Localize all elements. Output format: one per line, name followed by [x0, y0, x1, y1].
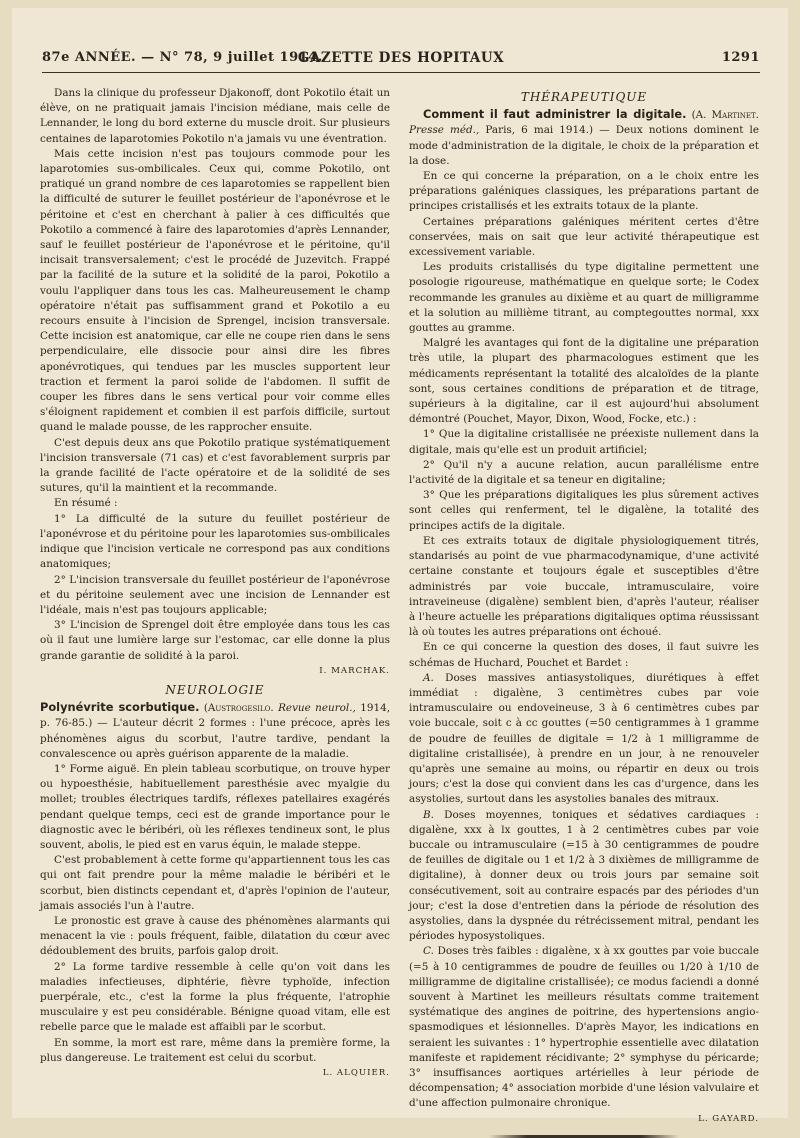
article-intro-text: Paris, 6 mai 1914.) — Deux notions dominent le mode d'administration de la digitale, le choix de la préparation et la dose.	[409, 124, 760, 167]
paragraph: En résumé :	[54, 497, 118, 510]
list-marker: B.	[423, 808, 434, 821]
paragraph: 2° L'incision transversale du feuillet postérieur de l'aponévrose et du péritoine seulement avec une incision de Lennander est l'idéale, mais n'est pas toujours applicable;	[40, 573, 390, 616]
paragraph: Dans la clinique du professeur Djakonoff, dont Pokotilo était un élève, on ne pratiquait jamais l'incision médiane, mais celle de Lennander, le long du bord externe du muscle droit. Sur plusieurs centaines de laparotomies Pokotilo n'a jamais vu une éventration.	[40, 87, 390, 145]
paragraph: En ce qui concerne la préparation, on a le choix entre les préparations galéniques classiques, les préparations partant de principes cristallisés et les extraits totaux de la plante.	[409, 170, 759, 213]
list-marker: C.	[423, 945, 434, 958]
paragraph-text: Doses massives antiasystoliques, diurétiques à effet immédiat : digalène, 3 centimètres cubes par voie intramusculaire ou endoveineuse, 3 à 6 centimètres cubes par voie buccale, soit c à cc gouttes (=50 centigrammes à 1 gramme de poudre de feuilles de digitale = 1/2 à 1 milligramme de digitaline cristallisée), à prendre en un jour, à ne renouveler qu'après une semaine au moins, ou répartir en deux ou trois jours; c'est la dose qui convient dans les cas d'urgence, dans les asystolies, surtout dans les asystolies banales des mitraux.	[409, 671, 759, 806]
paragraph: 1° Forme aiguë. En plein tableau scorbutique, on trouve hyper ou hypoesthésie, habituellement paresthésie avec myalgie du mollet; troubles électriques tardifs, réflexes patellaires exagérés pendant quelque temps, ceci est de grande importance pour le diagnostic avec le béribéri, où les réflexes tendineux sont, le plus souvent, abolis, le pied est en varus équin, le malade steppe.	[40, 762, 390, 851]
issue-info: 87e ANNÉE. — N° 78, 9 juillet 1914.	[42, 50, 323, 65]
paragraph: Les produits cristallisés du type digitaline permettent une posologie rigoureuse, mathématique en quelque sorte; le Codex recommande les granules au dixième et au quart de milligramme et la solution au millième titrant, au comptegouttes normal, xxx gouttes au gramme.	[409, 261, 759, 335]
article-author: (Austrogesilo.	[203, 702, 274, 715]
paragraph: Certaines préparations galéniques méritent certes d'être conservées, mais on sait que leur activité thérapeutique est excessivement variable.	[409, 215, 759, 259]
author-signature: I. MARCHAK.	[319, 665, 390, 676]
paragraph	[409, 671, 759, 808]
paragraph: Mais cette incision n'est pas toujours commode pour les laparotomies sus-ombilicales. Ceux qui, comme Pokotilo, ont pratiqué un grand nombre de ces laparotomies se rappellent bien la difficulté de suturer le feuillet postérieur de l'aponévrose et le péritoine et c'est en cherchant à palier à ces difficultés que Pokotilo a commencé à faire des laparotomies d'après Lennander, sauf le feuillet postérieur de l'aponévrose et le péritoine, qu'il incisait transversalement; c'est le procédé de Juzevitch. Frappé par la facilité de la suture et la solidité de la paroi, Pokotilo a voulu l'appliquer dans tous les cas. Malheureusement le champ opératoire n'était pas suffisamment grand et Pokotilo a eu recours ensuite à l'incision de Sprengel, incision transversale. Cette incision est anatomique, car elle ne coupe rien dans le sens perpendiculaire, elle dissocie pour ainsi dire les fibres aponévrotiques, qui tendues par les muscles supportent leur traction et ferment la paroi solide de l'abdomen. Il suffit de couper les fibres dans le sens vertical pour voir comme elles s'éloignent rapidement et combien il est parfois difficile, surtout quand le malade pousse, de les rapprocher ensuite.	[40, 147, 390, 434]
journal-title: GAZETTE DES HOPITAUX	[297, 50, 505, 66]
list-marker: A.	[423, 671, 434, 684]
newspaper-page	[12, 8, 788, 1124]
paragraph	[409, 808, 759, 945]
paragraph: En somme, la mort est rare, même dans la première forme, la plus dangereuse. Le traitement est celui du scorbut.	[40, 1036, 390, 1064]
paragraph: Le pronostic est grave à cause des phénomènes alarmants qui menacent la vie : pouls fréquent, faible, dilatation du cœur avec dédoublement des bruits, parfois galop droit.	[40, 914, 390, 958]
paragraph: 2° Qu'il n'y a aucune relation, aucun parallélisme entre l'activité de la digitale et sa teneur en digitaline;	[409, 458, 759, 487]
article-reference: Presse méd.,	[409, 124, 480, 137]
page-number: 1291	[721, 50, 760, 65]
article-intro-text: 1914, p. 76-85.) — L'auteur décrit 2 formes : l'une précoce, après les phénomènes aigus du scorbut, l'autre tardive, pendant la convalescence ou après guérison apparente de la maladie.	[40, 702, 390, 760]
paragraph: En ce qui concerne la question des doses, il faut suivre les schémas de Huchard, Pouchet et Bardet :	[409, 641, 759, 669]
author-signature: L. GAYARD.	[698, 1113, 759, 1124]
paragraph	[409, 944, 759, 1111]
left-column	[40, 86, 390, 1081]
article-reference: Revue neurol.,	[278, 702, 356, 715]
paragraph: 2° La forme tardive ressemble à celle qu'on voit dans les maladies infectieuses, diphtérie, fièvre typhoïde, infection puerpérale, etc., c'est la forme la plus fréquente, l'atrophie musculaire y est peu considérable. Bénigne quoad vitam, elle est rebelle parce que le malade est affaibli par le scorbut.	[40, 960, 390, 1034]
article-intro	[40, 700, 390, 762]
paragraph-text: Doses très faibles : digalène, x à xx gouttes par voie buccale (=5 à 10 centigrammes de poudre de feuilles ou 1/20 à 1/10 de milligramme de digitaline cristallisée); ce modus faciendi a donné souvent à Martinet les meilleurs résultats comme traitement systématique des angines de poitrine, des hypertensions angio-spasmodiques et lésionnelles. D'après Mayor, les indications en seraient les suivantes : 1° hypertrophie essentielle avec dilatation manifeste et rapidement récidivante; 2° symphyse du péricarde; 3° insuffisances aortiques artérielles à leur période de décompensation; 4° association morbide d'une lésion valvulaire et d'une affection pulmonaire chronique.	[409, 945, 759, 1110]
paragraph: 3° Que les préparations digitaliques les plus sûrement actives sont celles qui renferment, tel le digalène, la totalité des principes actifs de la digitale.	[409, 489, 759, 532]
right-column	[409, 86, 759, 1138]
author-signature: L. ALQUIER.	[322, 1068, 390, 1078]
page-header	[42, 50, 760, 72]
article-title: Comment il faut administrer la digitale.	[423, 107, 687, 122]
paragraph: C'est probablement à cette forme qu'appartiennent tous les cas qui ont fait prendre pour la même maladie le béribéri et le scorbut, bien distincts cependant et, d'après l'opinion de l'auteur, jamais associés l'un à l'autre.	[40, 854, 390, 912]
paragraph: C'est depuis deux ans que Pokotilo pratique systématiquement l'incision transversale (71 cas) et c'est favorablement surpris par la grande facilité de l'acte opératoire et de la solidité de ses sutures, qu'il la maintient et la recommande.	[40, 436, 390, 495]
paragraph: 3° L'incision de Sprengel doit être employée dans tous les cas où il faut une lumière large sur l'estomac, car elle donne la plus grande garantie de solidité à la paroi.	[40, 619, 390, 662]
paragraph: 1° Que la digitaline cristallisée ne préexiste nullement dans la digitale, mais qu'elle est un produit artificiel;	[409, 428, 759, 456]
article-title: Polynévrite scorbutique.	[40, 700, 200, 715]
article-intro	[409, 107, 759, 169]
section-title: THÉRAPEUTIQUE	[520, 90, 648, 104]
section-title: NEUROLOGIE	[165, 682, 265, 697]
article-author: (A. Martinet.	[691, 109, 759, 122]
paragraph: 1° La difficulté de la suture du feuillet postérieur de l'aponévrose et du péritoine pour les laparotomies sus-ombilicales indique que l'incision verticale ne correspond pas aux conditions anatomiques;	[40, 512, 390, 571]
paragraph-text: Doses moyennes, toniques et sédatives cardiaques : digalène, xxx à lx gouttes, 1 à 2 centimètres cubes par voie buccale ou intramusculaire (=15 à 30 centigrammes de poudre de feuilles de digitale ou 1 et 1/2 à 3 dixièmes de milligramme de digitaline), à donner deux ou trois jours par semaine soit consécutivement, soit au contraire espacés par des périodes d'un jour; c'est la dose d'entretien dans la période de résolution des asystolies, dans la dyspnée du rétrécissement mitral, pendant les périodes hyposystoliques.	[409, 808, 759, 943]
paragraph: Malgré les avantages qui font de la digitaline une préparation très utile, la plupart des pharmacologues estiment que les médicaments représentant la totalité des alcaloïdes de la plante sont, sous certaines conditions de préparation et de titrage, supérieurs à la digitaline, car il est aujourd'hui absolument démontré (Pouchet, Mayor, Dixon, Wood, Focke, etc.) :	[409, 337, 759, 426]
header-rule	[42, 72, 760, 73]
end-ornament-rule	[489, 1135, 679, 1138]
paragraph: Et ces extraits totaux de digitale physiologiquement titrés, standarisés au point de vue pharmacodynamique, d'une activité certaine constante et toujours égale et susceptibles d'être administrés par voie buccale, intramusculaire, voire intraveineuse (digalène) semblent bien, d'après l'auteur, réaliser à l'heure actuelle les préparations digitaliques optima réussissant là où toutes les autres préparations ont échoué.	[409, 534, 759, 639]
